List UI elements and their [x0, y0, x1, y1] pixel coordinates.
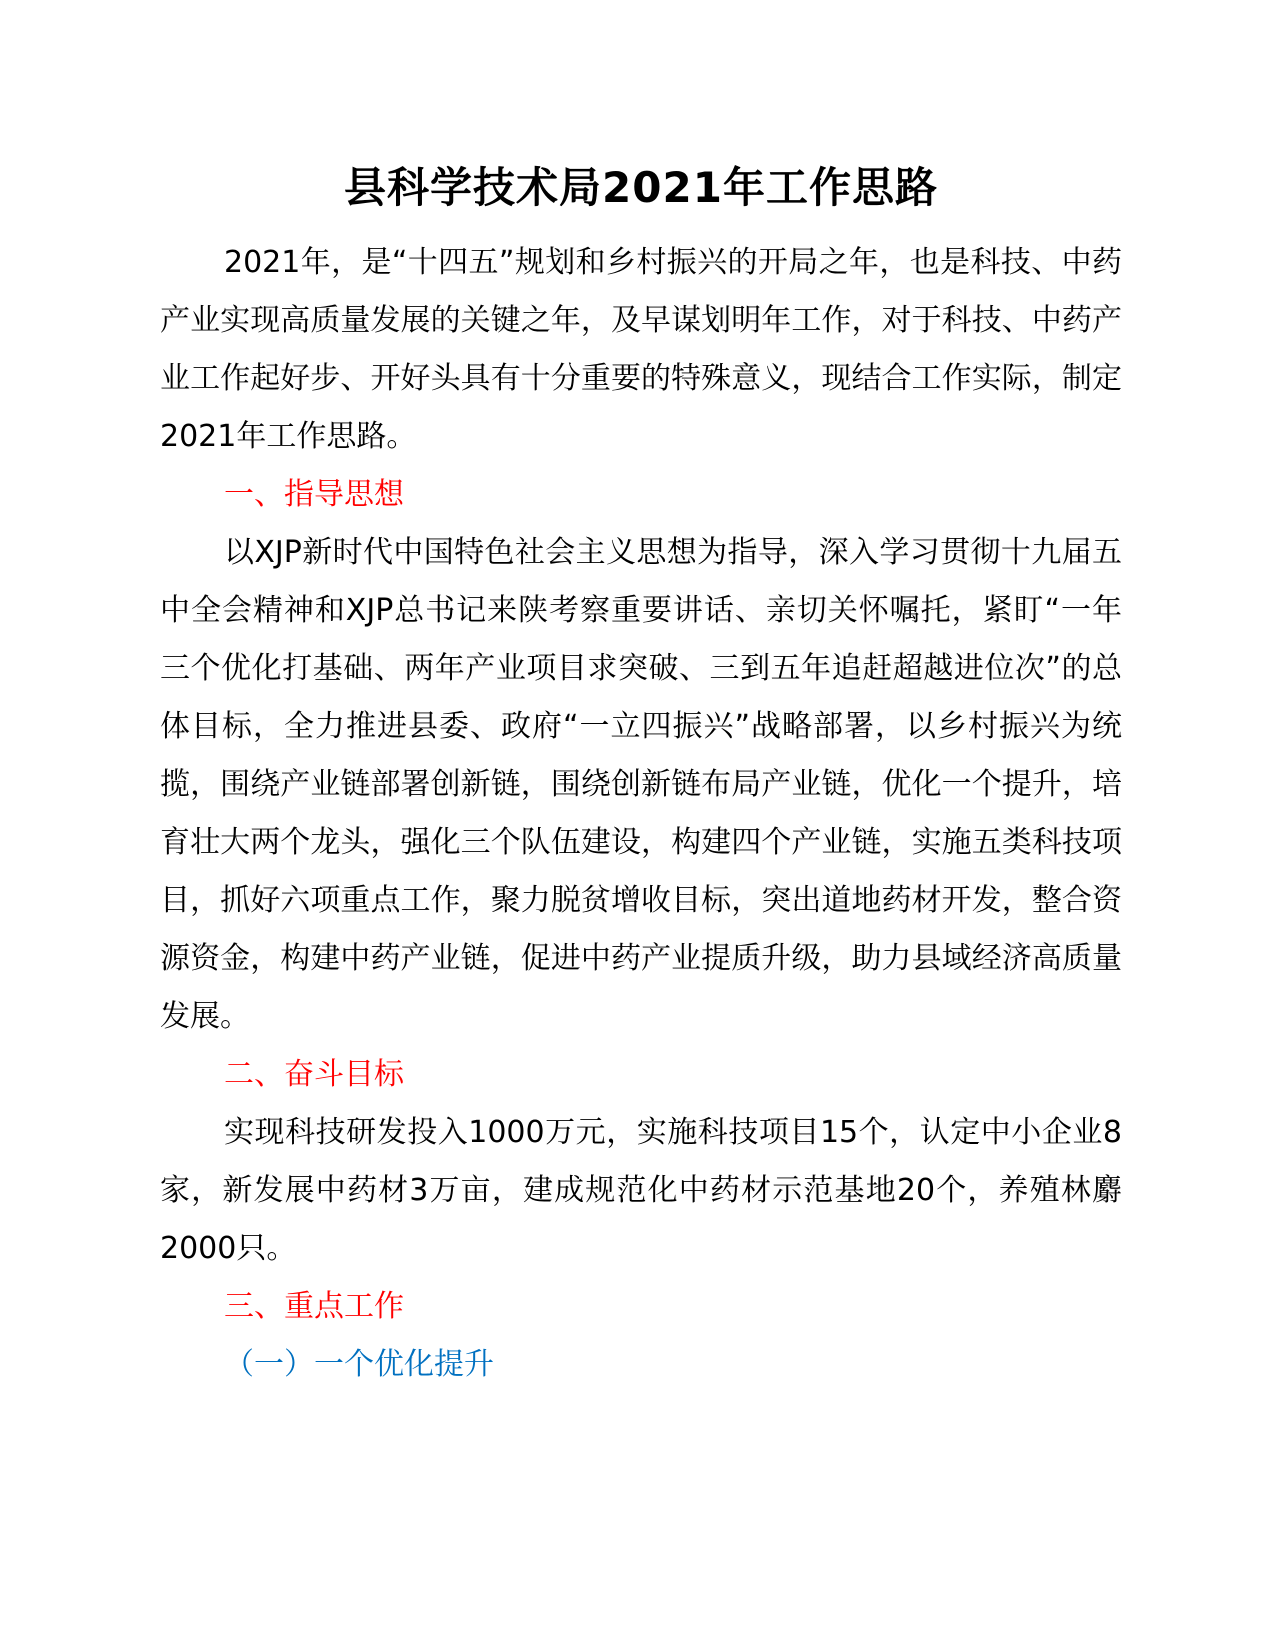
- document-title: 县科学技术局2021年工作思路: [344, 163, 938, 212]
- section-heading-goals: 二、奋斗目标: [224, 1057, 404, 1092]
- section-body-goals: 实现科技研发投入1000万元，实施科技项目15个，认定中小企业8家，新发展中药材3万亩，建成规范化中药材示范基地20个，养殖林麝2000只。: [160, 1115, 1122, 1266]
- intro-paragraph: 2021年，是“十四五”规划和乡村振兴的开局之年，也是科技、中药产业实现高质量发展的关键之年，及早谋划明年工作，对于科技、中药产业工作起好步、开好头具有十分重要的特殊意义，现结合工作实际，制定2021年工作思路。: [160, 245, 1122, 454]
- section-body-guiding-ideology: 以XJP新时代中国特色社会主义思想为指导，深入学习贯彻十九届五中全会精神和XJP总书记来陕考察重要讲话、亲切关怀嘱托，紧盯“一年三个优化打基础、两年产业项目求突破、三到五年追赶超越进位次”的总体目标，全力推进县委、政府“一立四振兴”战略部署，以乡村振兴为统揽，围绕产业链部署创新链，围绕创新链布局产业链，优化一个提升，培育壮大两个龙头，强化三个队伍建设，构建四个产业链，实施五类科技项目，抓好六项重点工作，聚力脱贫增收目标，突出道地药材开发，整合资源资金，构建中药产业链，促进中药产业提质升级，助力县域经济高质量发展。: [160, 535, 1122, 1034]
- section-heading-key-work: 三、重点工作: [224, 1289, 404, 1324]
- subsection-heading-optimization: （一）一个优化提升: [224, 1347, 494, 1382]
- section-heading-guiding-ideology: 一、指导思想: [224, 477, 404, 512]
- document-page: [160, 160, 1122, 1394]
